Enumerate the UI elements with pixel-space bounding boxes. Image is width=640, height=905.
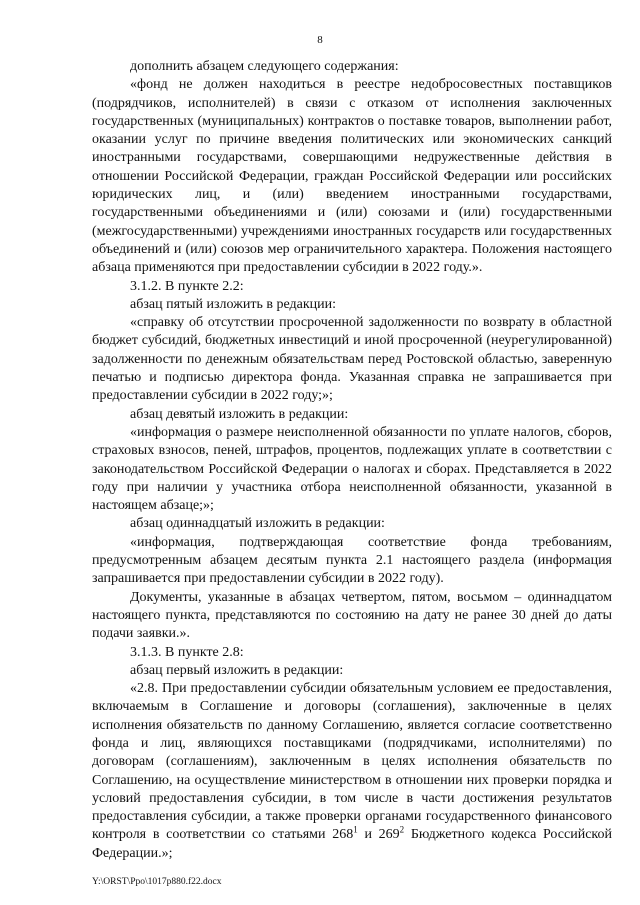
paragraph: Документы, указанные в абзацах четвертом, пятом, восьмом – одиннадцатом настоящего пункта, представляются по состоянию на дату не ранее 30 дней до даты подачи заявки.». [92,589,612,642]
paragraph: «информация, подтверждающая соответствие фонда требованиям, предусмотренным абзацем десятым пункта 2.1 настоящего раздела (информация запрашивается при предоставлении субсидии в 2022 году). [92,534,612,587]
paragraph-2-8 [92,680,612,863]
paragraph: абзац девятый изложить в редакции: [130,406,349,422]
paragraph: «информация о размере неисполненной обязанности по уплате налогов, сборов, страховых взносов, пеней, штрафов, процентов, подлежащих уплате в соответствии с законодательством Российской Федерации о налогах и сборах. Представляется в 2022 году при наличии у участника отбора неисполненной обязанности, указанной в настоящем абзаце;»; [92,424,612,514]
footer-file-path: Y:\ORST\Ppo\1017p880.f22.docx [92,877,222,887]
paragraph: 3.1.2. В пункте 2.2: [130,278,244,294]
paragraph: «фонд не должен находиться в реестре недобросовестных поставщиков (подрядчиков, исполнителей) в связи с отказом от исполнения заключенных государственных (муниципальных) контрактов о поставке товаров, выполнении работ, оказании услуг по причине введения политических или экономических санкций иностранными государствами, совершающими недружественные действия в отношении Российской Федерации, граждан Российской Федерации или российских юридических лиц, и (или) введением иностранными государствами, государственными объединениями и (или) союзами и (или) государственными (межгосударственными) учреждениями иностранных государств или государственных объединений и (или) союзов мер ограничительного характера. Положения настоящего абзаца применяются при предоставлении субсидии в 2022 году.». [92,77,612,276]
paragraph: дополнить абзацем следующего содержания: [130,59,399,74]
superscript: 2 [399,824,405,835]
paragraph-text-start: «2.8. При предоставлении субсидии обязательным условием ее предоставления, включаемым в Соглашение и договоры (соглашения), заключенные в целях исполнения обязательств по данному Соглашению, является согласие соответственно фонда и лиц, являющихся поставщиками (подрядчиками, исполнителями) по договорам (соглашениям), заключенным в целях исполнения обязательств по Соглашению, на осуществление министерством в отношении них проверки порядка и условий предоставления субсидии, в том числе в части достижения результатов предоставления субсидии, а также проверки органами государственного финансового контроля в соответствии со статьями 268 [92,681,612,843]
paragraph-text-end: Бюджетного кодекса Российской Федерации.»; [92,827,612,861]
paragraph: абзац одиннадцатый изложить в редакции: [130,516,385,532]
paragraph-text-middle: и 269 [357,827,400,843]
paragraph: 3.1.3. В пункте 2.8: [130,644,244,660]
superscript: 1 [353,824,358,835]
document-body [92,58,612,863]
paragraph: абзац пятый изложить в редакции: [130,296,336,312]
paragraph: абзац первый изложить в редакции: [130,662,344,678]
paragraph: «справку об отсутствии просроченной задолженности по возврату в областной бюджет субсидий, бюджетных инвестиций и иной просроченной (неурегулированной) задолженности по денежным обязательствам перед Ростовской областью, заверенную печатью и подписью директора фонда. Указанная справка не запрашивается при предоставлении субсидии в 2022 году;»; [92,315,612,404]
page-number: 8 [317,34,323,46]
